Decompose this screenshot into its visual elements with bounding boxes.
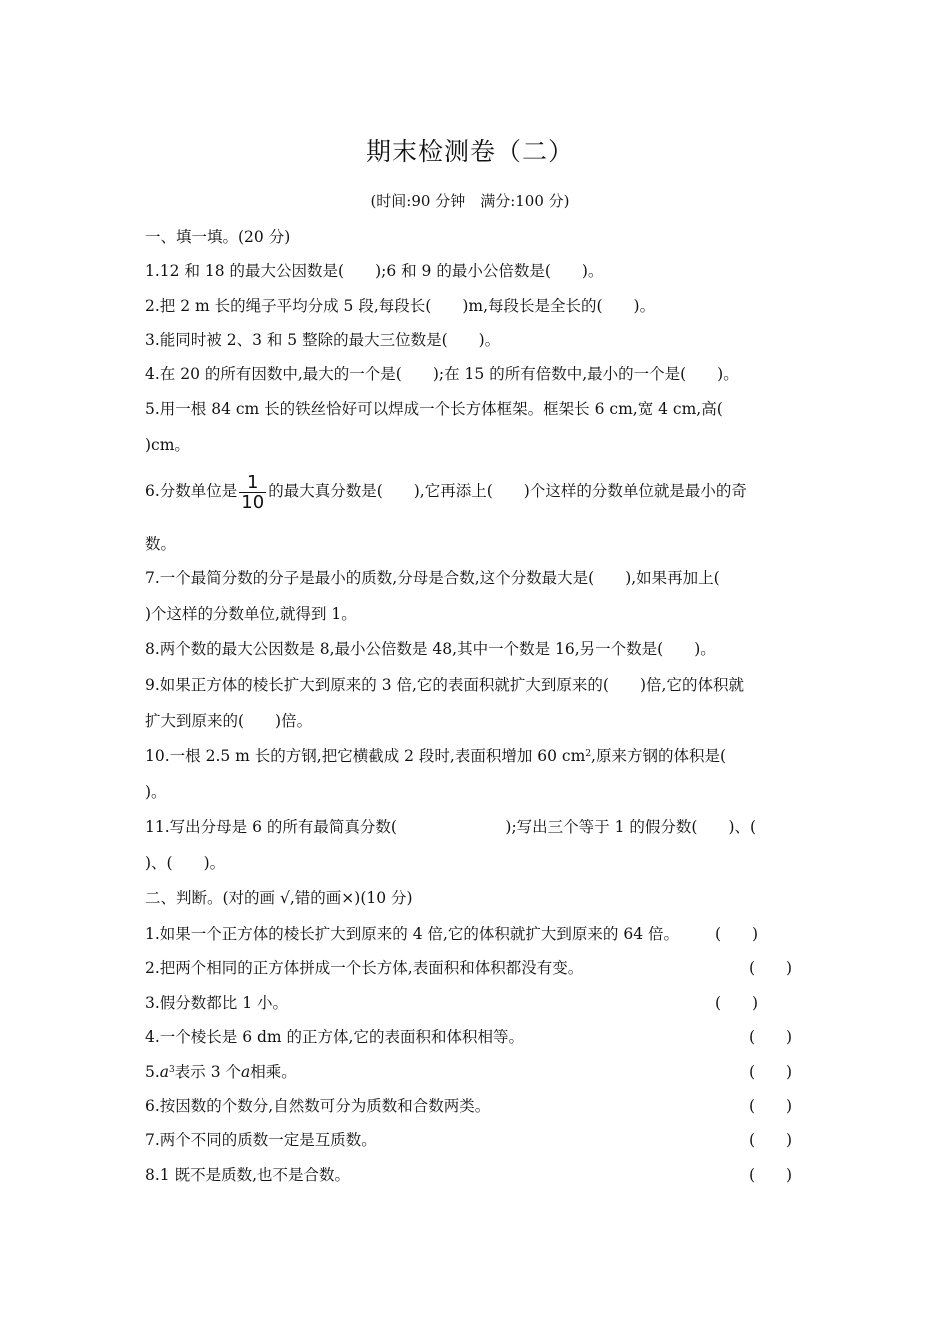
- question-1-10-line2: )。: [145, 783, 167, 801]
- question-1-7-line1: 7.一个最简分数的分子是最小的质数,分母是合数,这个分数最大是( ),如果再加上(: [145, 569, 720, 587]
- variable-a: a: [241, 1063, 251, 1081]
- judge-item-2: 2.把两个相同的正方体拼成一个长方体,表面积和体积都没有变。: [145, 959, 584, 977]
- question-1-6-prefix: 6.分数单位是: [145, 482, 238, 500]
- question-1-5-line2: )cm。: [145, 436, 190, 454]
- question-1-2: 2.把 2 m 长的绳子平均分成 5 段,每段长( )m,每段长是全长的( )。: [145, 297, 656, 315]
- judge-item-5-text-end: 相乘。: [250, 1063, 297, 1081]
- question-1-1: 1.12 和 18 的最大公因数是( );6 和 9 的最小公倍数是( )。: [145, 262, 604, 280]
- question-1-10-suffix: ,原来方钢的体积是(: [591, 747, 727, 765]
- question-1-9-line1: 9.如果正方体的棱长扩大到原来的 3 倍,它的表面积就扩大到原来的( )倍,它的体积就: [145, 676, 744, 694]
- answer-blank-1: ( ): [715, 925, 759, 943]
- judge-item-5-text: 表示 3 个: [174, 1063, 241, 1081]
- answer-blank-3: ( ): [715, 994, 759, 1012]
- judge-item-5: [145, 1061, 297, 1083]
- question-1-3: 3.能同时被 2、3 和 5 整除的最大三位数是( )。: [145, 331, 501, 349]
- judge-item-6: 6.按因数的个数分,自然数可分为质数和合数两类。: [145, 1097, 491, 1115]
- exam-info: (时间:90 分钟 满分:100 分): [370, 192, 570, 210]
- judge-item-4: 4.一个棱长是 6 dm 的正方体,它的表面积和体积相等。: [145, 1028, 524, 1046]
- question-1-8: 8.两个数的最大公因数是 8,最小公倍数是 48,其中一个数是 16,另一个数是( )。: [145, 640, 716, 658]
- question-1-11-line2: )、( )。: [145, 854, 226, 872]
- fraction-denominator: 10: [241, 491, 265, 513]
- answer-blank-7: ( ): [749, 1131, 793, 1149]
- judge-item-5-number: 5.: [145, 1063, 160, 1081]
- variable-a: a: [159, 1063, 170, 1081]
- question-1-10-prefix: 10.一根 2.5 m 长的方钢,把它横截成 2 段时,表面积增加 60 cm: [145, 747, 586, 765]
- question-1-4: 4.在 20 的所有因数中,最大的一个是( );在 15 的所有倍数中,最小的一个是( )。: [145, 365, 739, 383]
- question-1-9-line2: 扩大到原来的( )倍。: [145, 712, 313, 730]
- page-title: 期末检测卷（二）: [365, 137, 574, 166]
- question-1-6-line1: [145, 470, 747, 512]
- answer-blank-8: ( ): [749, 1166, 793, 1184]
- superscript: 2: [585, 749, 592, 759]
- judge-item-1: 1.如果一个正方体的棱长扩大到原来的 4 倍,它的体积就扩大到原来的 64 倍。: [145, 925, 680, 943]
- fraction-numerator: 1: [239, 473, 266, 493]
- question-1-5-line1: 5.用一根 84 cm 长的铁丝恰好可以焊成一个长方体框架。框架长 6 cm,宽 4 cm,高(: [145, 400, 723, 418]
- question-1-6-line2: 数。: [145, 535, 177, 553]
- question-1-11-line1: 11.写出分母是 6 的所有最简真分数( );写出三个等于 1 的假分数( )、(: [145, 818, 757, 836]
- question-1-7-line2: )个这样的分数单位,就得到 1。: [145, 605, 357, 623]
- judge-item-7: 7.两个不同的质数一定是互质数。: [145, 1131, 377, 1149]
- judge-item-3: 3.假分数都比 1 小。: [145, 994, 289, 1012]
- answer-blank-2: ( ): [749, 959, 793, 977]
- answer-blank-6: ( ): [749, 1097, 793, 1115]
- answer-blank-5: ( ): [749, 1063, 793, 1081]
- section-1-heading: 一、填一填。(20 分): [145, 228, 291, 246]
- superscript: 3: [169, 1065, 175, 1075]
- judge-item-8: 8.1 既不是质数,也不是合数。: [145, 1166, 351, 1184]
- answer-blank-4: ( ): [749, 1028, 793, 1046]
- fraction: [239, 473, 266, 512]
- question-1-10-line1: [145, 745, 726, 767]
- question-1-6-suffix: 的最大真分数是( ),它再添上( )个这样的分数单位就是最小的奇: [268, 482, 747, 500]
- section-2-heading: 二、判断。(对的画 √,错的画×)(10 分): [145, 889, 413, 907]
